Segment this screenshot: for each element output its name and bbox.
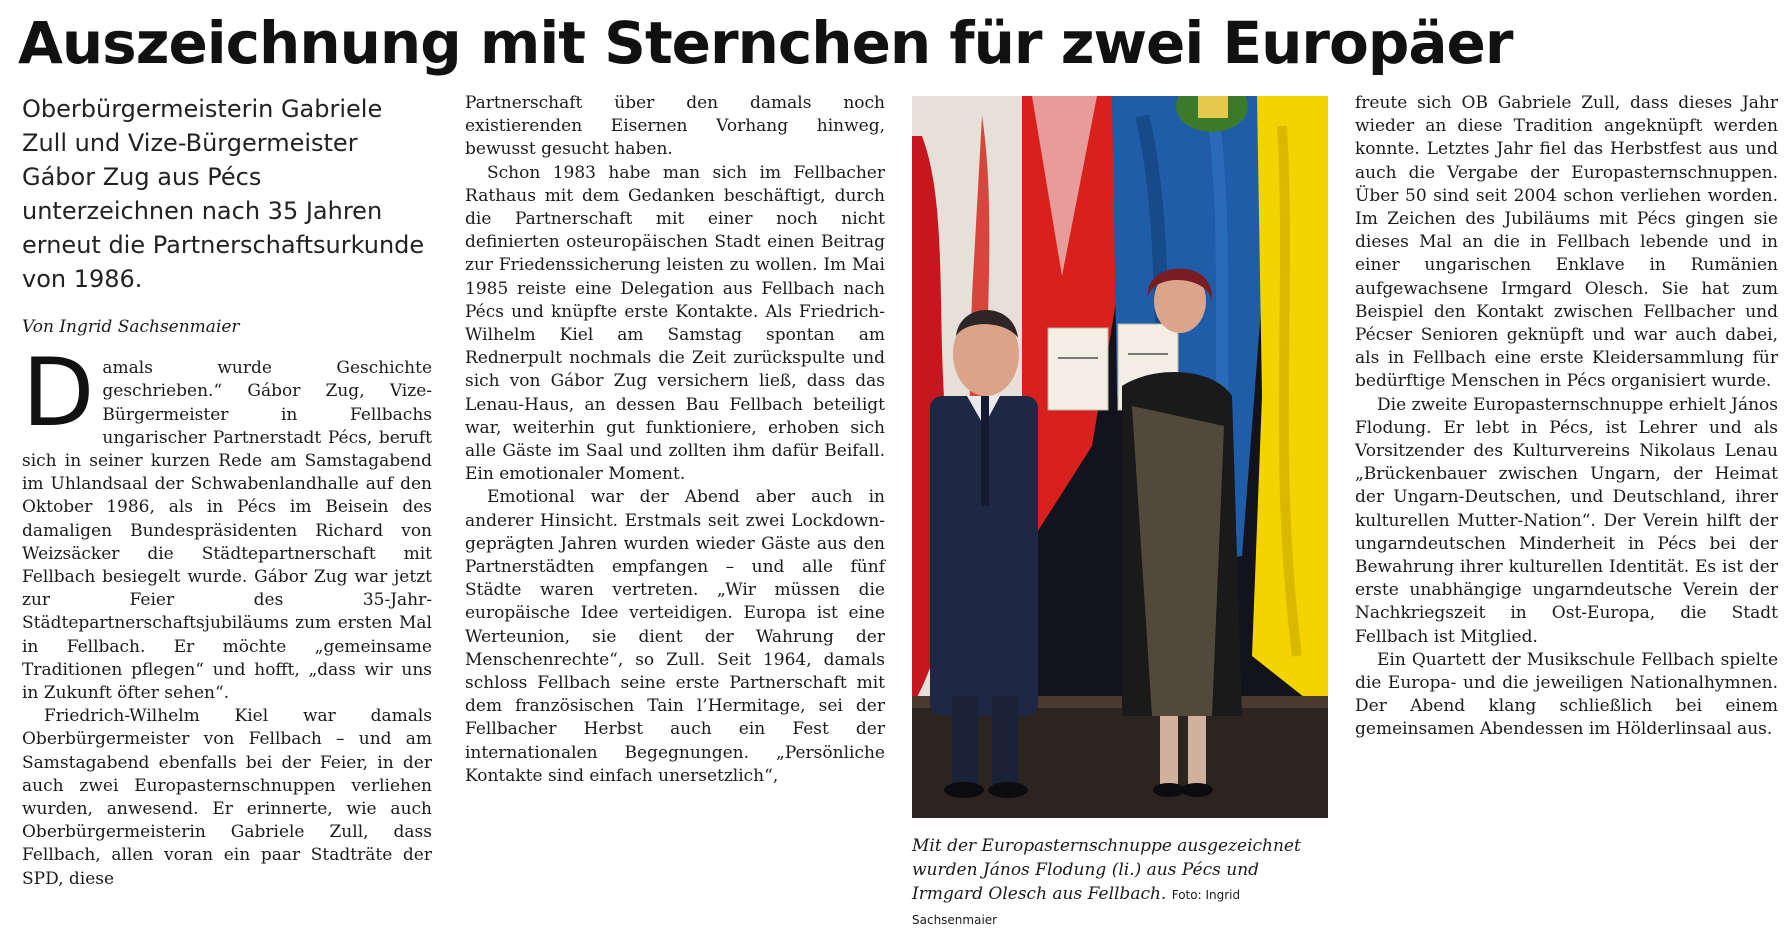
byline: Von Ingrid Sachsenmaier	[22, 317, 240, 337]
paragraph: Schon 1983 habe man sich im Fellbacher Rathaus mit dem Gedanken beschäftigt, durch die Partnerschaft mit einer noch nicht definierten osteuropäischen Stadt einen Beitrag zur Friedenssicherung leisten zu wollen. Im Mai 1985 reiste eine Delegation aus Fellbach nach Pécs und knüpfte erste Kontakte. Als Friedrich-Wilhelm Kiel am Samstag spontan am Rednerpult nochmals die Zeit zurückspulte und sich von Gábor Zug versichern ließ, dass das Lenau-Haus, an dessen Bau Fellbach beteiligt war, weiterhin gut funktioniere, erhoben sich alle Gäste im Saal und zollten ihm dafür Beifall. Ein emotionaler Moment.	[465, 162, 885, 485]
paragraph	[22, 339, 432, 705]
headline: Auszeichnung mit Sternchen für zwei Europäer	[18, 9, 1513, 77]
photo-illustration	[912, 96, 1328, 818]
photo-caption	[912, 834, 1328, 932]
column-4	[1355, 92, 1778, 742]
teaser: Oberbürgermeisterin Gabriele Zull und Vize-Bürgermeister Gábor Zug aus Pécs unterzeichnen nach 35 Jahren erneut die Partnerschaftsurkunde von 1986.	[22, 95, 425, 293]
caption-text: Mit der Europasternschnuppe ausgezeichnet wurden János Flodung (li.) aus Pécs und Irmgard Olesch aus Fellbach.	[912, 836, 1301, 904]
paragraph: Ein Quartett der Musikschule Fellbach spielte die Europa- und die jeweiligen Nationalhymnen. Der Abend klang schließlich bei einem gemeinsamen Abendessen im Hölderlinsaal aus.	[1355, 649, 1778, 740]
column-1	[22, 92, 432, 891]
paragraph: Emotional war der Abend aber auch in anderer Hinsicht. Erstmals seit zwei Lockdown-geprägten Jahren wurden wieder Gäste aus den Partnerstädten empfangen – und alle fünf Städte waren vertreten. „Wir müssen die europäische Idee verteidigen. Europa ist eine Werteunion, sie dient der Wahrung der Menschenrechte“, so Zull. Seit 1964, damals schloss Fellbach seine erste Partnerschaft mit dem französischen Tain l’Hermitage, sei der Fellbacher Herbst auch ein Fest der internationalen Begegnungen. „Persönliche Kontakte sind einfach unersetzlich“,	[465, 487, 885, 786]
paragraph: Friedrich-Wilhelm Kiel war damals Oberbürgermeister von Fellbach – und am Samstagabend ebenfalls bei der Feier, in der auch zwei Europasternschnuppen verliehen wurden, anwesend. Er erinnerte, wie auch Oberbürgermeisterin Gabriele Zull, dass Fellbach, allen voran ein paar Stadträte der SPD, diese	[22, 706, 432, 889]
paragraph-text: amals wurde Geschichte geschrieben.“ Gábor Zug, Vize-Bürgermeister in Fellbachs ungarischer Partnerstadt Pécs, beruft sich in seiner kurzen Rede am Samstagabend im Uhlandsaal der Schwabenlandhalle auf den Oktober 1986, als in Pécs im Beisein des damaligen Bundespräsidenten Richard von Weizsäcker die Städtepartnerschaft mit Fellbach besiegelt wurde. Gábor Zug war jetzt zur Feier des 35-Jahr-Städtepartnerschaftsjubiläums zum ersten Mal in Fellbach. Er möchte „gemeinsame Traditionen pflegen“ und hofft, „dass wir uns in Zukunft öfter sehen“.	[22, 358, 432, 704]
paragraph: Die zweite Europasternschnuppe erhielt János Flodung. Er lebt in Pécs, ist Lehrer und als Vorsitzender des Kulturvereins Nikolaus Lenau „Brückenbauer zwischen Ungarn, der Heimat der Ungarn-Deutschen, und Deutschland, ihrer kulturellen Mutter-Nation“. Der Verein hilft der ungarndeutschen Minderheit in Pécs bei der Bewahrung ihrer kulturellen Identität. Es ist der erste unabhängige ungarndeutsche Verein der Nachkriegszeit in Ost-Europa, die Stadt Fellbach ist Mitglied.	[1355, 394, 1778, 647]
photo-credit: Foto: Ingrid Sachsenmaier	[912, 888, 1241, 927]
paragraph: Partnerschaft über den damals noch existierenden Eisernen Vorhang hinweg, bewusst gesucht haben.	[465, 93, 885, 160]
paragraph: freute sich OB Gabriele Zull, dass dieses Jahr wieder an diese Tradition angeknüpft werden konnte. Letztes Jahr fiel das Herbstfest aus und auch die Vergabe der Europasternschnuppen. Über 50 sind seit 2004 schon verliehen worden. Im Zeichen des Jubiläums mit Pécs gingen sie dieses Mal an die in Fellbach lebende und in einer ungarischen Enklave in Rumänien aufgewachsene Irmgard Olesch. Sie hat zum Beispiel den Kontakt zwischen Fellbacher und Pécser Senioren geknüpft und war auch dabei, als in Fellbach eine erste Kleidersammlung für bedürftige Menschen in Pécs organisiert wurde.	[1355, 93, 1778, 392]
article-photo	[912, 96, 1328, 818]
dropcap: D	[22, 339, 95, 449]
column-2	[465, 92, 885, 788]
